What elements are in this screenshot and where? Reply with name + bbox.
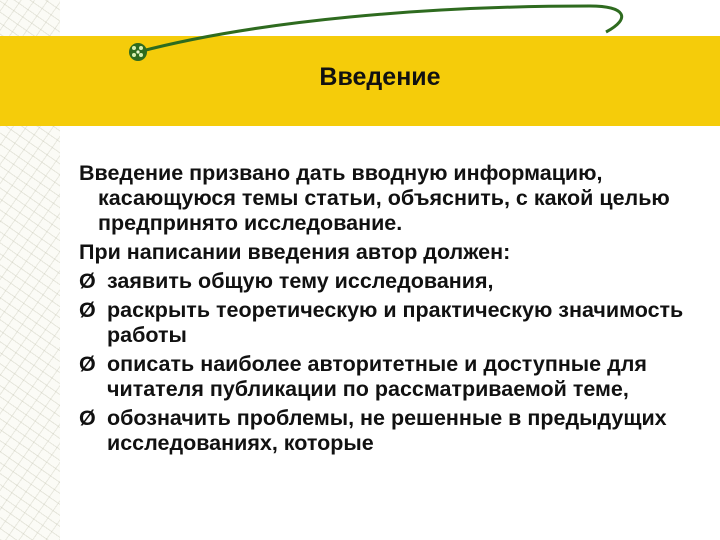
list-item-text: описать наиболее авторитетные и доступные для читателя публикации по рассматриваемой теме, bbox=[107, 352, 647, 401]
list-item bbox=[79, 269, 711, 294]
arrowhead-bullet-icon: Ø bbox=[79, 352, 96, 376]
arrowhead-bullet-icon: Ø bbox=[79, 406, 96, 430]
arrowhead-bullet-icon: Ø bbox=[79, 269, 96, 293]
lead-paragraph: При написании введения автор должен: bbox=[79, 240, 511, 264]
list-item bbox=[79, 406, 711, 456]
list-item bbox=[79, 298, 711, 348]
list-item-text: заявить общую тему исследования, bbox=[107, 269, 494, 293]
list-item bbox=[79, 352, 711, 402]
list-item-text: раскрыть теоретическую и практическую значимость работы bbox=[107, 298, 684, 347]
slide-title: Введение bbox=[319, 63, 441, 91]
list-item-text: обозначить проблемы, не решенные в предыдущих исследованиях, которые bbox=[107, 406, 667, 455]
arrowhead-bullet-icon: Ø bbox=[79, 298, 96, 322]
intro-paragraph: Введение призвано дать вводную информацию, касающуюся темы статьи, объяснить, с какой целью предпринято исследование. bbox=[79, 161, 670, 235]
slide-body bbox=[79, 161, 711, 460]
